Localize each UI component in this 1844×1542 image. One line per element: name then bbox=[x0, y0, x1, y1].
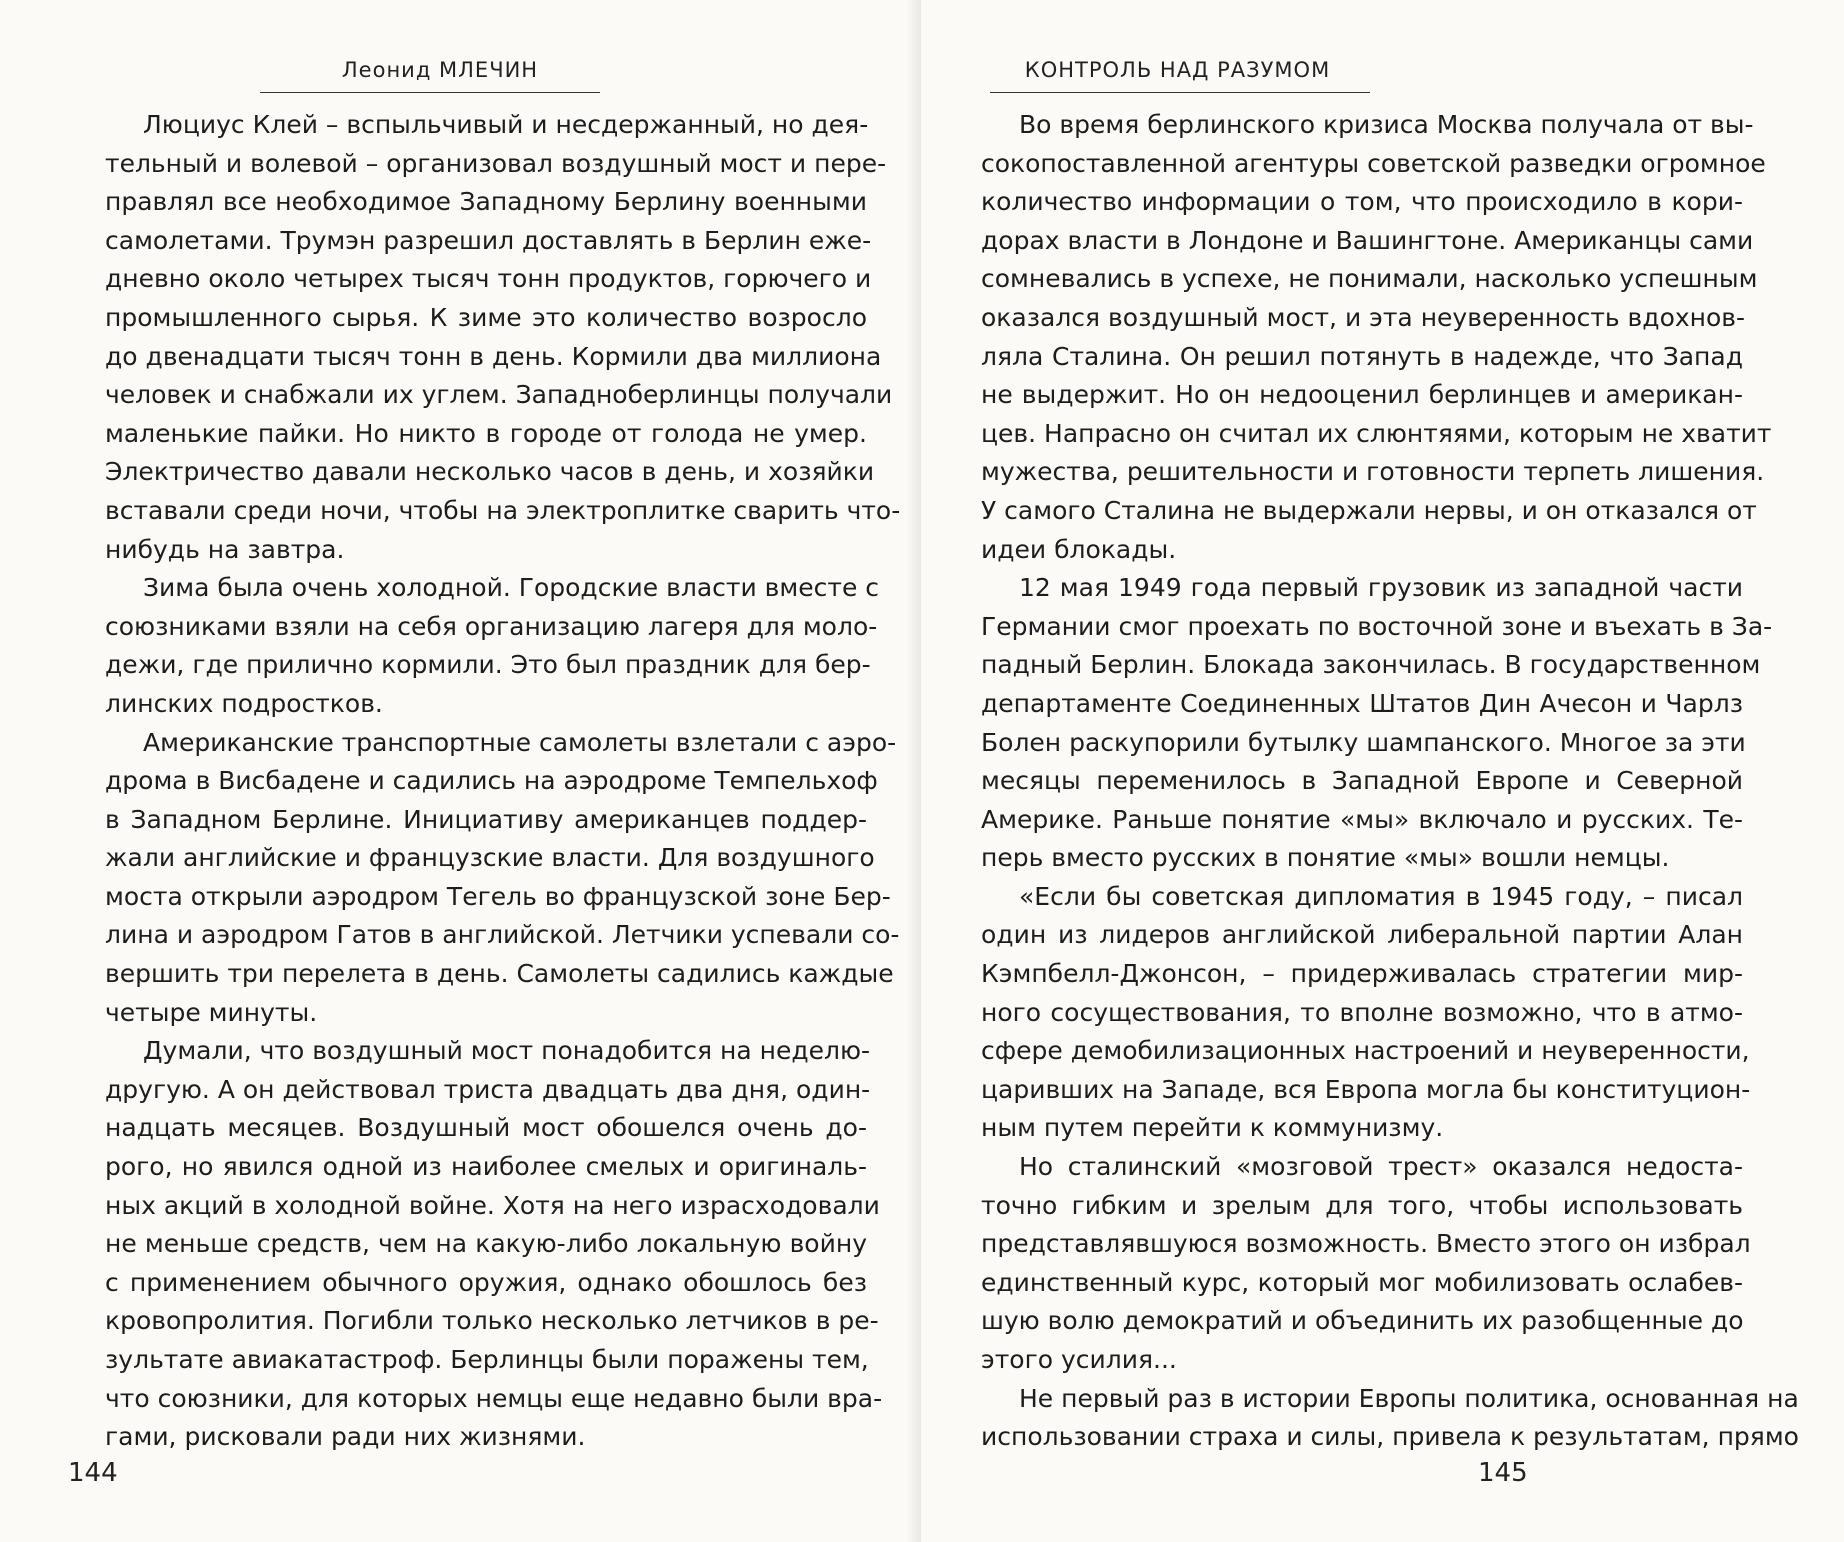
text-line: один из лидеров английской либеральной партии Алан bbox=[981, 920, 1743, 950]
text-line: Не первый раз в истории Европы политика, основанная на bbox=[1019, 1383, 1799, 1413]
text-line: сфере демобилизационных настроений и неуверенности, bbox=[981, 1036, 1750, 1066]
text-line: с применением обычного оружия, однако обошлось без bbox=[105, 1267, 867, 1297]
text-line: вставали среди ночи, чтобы на электроплитке сварить что- bbox=[105, 495, 901, 525]
paragraph bbox=[981, 1148, 1751, 1380]
text-line: количество информации о том, что происходило в кори- bbox=[981, 187, 1743, 217]
left-page bbox=[0, 0, 921, 1542]
paragraph bbox=[981, 106, 1772, 569]
text-line: ного сосуществования, то вполне возможно, что в атмо- bbox=[981, 997, 1743, 1027]
text-line: нибудь на завтра. bbox=[105, 534, 345, 564]
text-line: четыре минуты. bbox=[105, 997, 318, 1027]
text-line: Но сталинский «мозговой трест» оказался недоста- bbox=[1019, 1152, 1743, 1182]
text-line: единственный курс, который мог мобилизовать ослабев- bbox=[981, 1267, 1743, 1297]
paragraph bbox=[105, 1032, 883, 1457]
text-line: промышленного сырья. К зиме это количество возросло bbox=[105, 302, 867, 332]
text-line: не меньше средств, чем на какую-либо локальную войну bbox=[105, 1229, 867, 1259]
text-line: ных акций в холодной войне. Хотя на него израсходовали bbox=[105, 1190, 880, 1220]
paragraph bbox=[105, 569, 880, 723]
right-page-text bbox=[981, 106, 1799, 1457]
paragraph bbox=[981, 569, 1773, 878]
text-line: идеи блокады. bbox=[981, 534, 1177, 564]
text-line: Люциус Клей – вспыльчивый и несдержанный, но дея- bbox=[143, 110, 869, 139]
text-line: линских подростков. bbox=[105, 688, 383, 718]
text-line: Американские транспортные самолеты взлетали с аэро- bbox=[143, 727, 897, 757]
text-line: цев. Напрасно он считал их слюнтяями, которым не хватит bbox=[981, 418, 1772, 448]
text-line: Зима была очень холодной. Городские власти вместе с bbox=[143, 573, 880, 603]
text-line: месяцы переменилось в Западной Европе и Северной bbox=[981, 766, 1743, 796]
text-line: дневно около четырех тысяч тонн продуктов, горючего и bbox=[105, 264, 872, 294]
text-line: Болен раскупорили бутылку шампанского. Многое за эти bbox=[981, 727, 1746, 757]
text-line: не выдержит. Но он недооценил берлинцев и американ- bbox=[981, 380, 1743, 410]
running-head-author: Леонид МЛЕЧИН bbox=[341, 58, 539, 82]
text-line: ным путем перейти к коммунизму. bbox=[981, 1113, 1444, 1143]
text-line: использовании страха и силы, привела к результатам, прямо bbox=[981, 1422, 1799, 1452]
text-line: до двенадцати тысяч тонн в день. Кормили два миллиона bbox=[105, 341, 882, 371]
text-line: самолетами. Трумэн разрешил доставлять в Берлин еже- bbox=[105, 225, 872, 255]
text-line: правлял все необходимое Западному Берлину военными bbox=[105, 187, 867, 217]
running-head-rule bbox=[990, 92, 1370, 93]
running-head-rule bbox=[260, 92, 600, 93]
right-page bbox=[921, 0, 1844, 1542]
text-line: маленькие пайки. Но никто в городе от голода не умер. bbox=[105, 418, 867, 448]
text-line: что союзники, для которых немцы еще недавно были вра- bbox=[105, 1383, 883, 1413]
text-line: Думали, что воздушный мост понадобится на неделю- bbox=[143, 1036, 871, 1066]
text-line: Германии смог проехать по восточной зоне и въехать в За- bbox=[981, 611, 1773, 641]
text-line: союзниками взяли на себя организацию лагеря для моло- bbox=[105, 611, 878, 641]
text-line: шую волю демократий и объединить их разобщенные до bbox=[981, 1306, 1744, 1336]
paragraph bbox=[981, 1380, 1799, 1457]
paragraph bbox=[981, 878, 1751, 1148]
text-line: ляла Сталина. Он решил потянуть в надежде, что Запад bbox=[981, 341, 1743, 371]
text-line: мужества, решительности и готовности терпеть лишения. bbox=[981, 457, 1765, 487]
text-line: жали английские и французские власти. Для воздушного bbox=[105, 843, 875, 873]
text-line: в Западном Берлине. Инициативу американцев поддер- bbox=[105, 804, 867, 834]
text-line: департаменте Соединенных Штатов Дин Ачесон и Чарлз bbox=[981, 688, 1743, 718]
text-line: рого, но явился одной из наиболее смелых и оригиналь- bbox=[105, 1152, 867, 1182]
text-line: лина и аэродром Гатов в английской. Летчики успевали со- bbox=[105, 920, 900, 950]
text-line: сокопоставленной агентуры советской разведки огромное bbox=[981, 148, 1766, 178]
text-line: царивших на Западе, вся Европа могла бы конституцион- bbox=[981, 1074, 1751, 1104]
text-line: вершить три перелета в день. Самолеты садились каждые bbox=[105, 959, 894, 989]
text-line: Во время берлинского кризиса Москва получала от вы- bbox=[1019, 110, 1754, 139]
paragraph bbox=[105, 724, 900, 1033]
text-line: У самого Сталина не выдержали нервы, и он отказался от bbox=[981, 495, 1757, 525]
text-line: 12 мая 1949 года первый грузовик из западной части bbox=[1019, 573, 1743, 603]
left-page-text bbox=[105, 106, 901, 1457]
running-head-title: КОНТРОЛЬ НАД РАЗУМОМ bbox=[1024, 58, 1331, 82]
text-line: точно гибким и зрелым для того, чтобы использовать bbox=[981, 1190, 1743, 1220]
paragraph bbox=[105, 106, 901, 569]
text-line: человек и снабжали их углем. Западноберлинцы получали bbox=[105, 380, 893, 410]
text-line: дежи, где прилично кормили. Это был праздник для бер- bbox=[105, 650, 871, 680]
text-line: тельный и волевой – организовал воздушный мост и пере- bbox=[105, 148, 887, 178]
text-line: «Если бы советская дипломатия в 1945 году, – писал bbox=[1019, 881, 1743, 911]
text-line: дрома в Висбадене и садились на аэродроме Темпельхоф bbox=[105, 766, 878, 796]
text-line: падный Берлин. Блокада закончилась. В государственном bbox=[981, 650, 1761, 680]
text-line: надцать месяцев. Воздушный мост обошелся очень до- bbox=[105, 1113, 867, 1143]
text-line: оказался воздушный мост, и эта неуверенность вдохнов- bbox=[981, 302, 1746, 332]
text-line: кровопролития. Погибли только несколько летчиков в ре- bbox=[105, 1306, 879, 1336]
text-line: зультате авиакатастроф. Берлинцы были поражены тем, bbox=[105, 1345, 869, 1374]
text-line: Америке. Раньше понятие «мы» включало и русских. Те- bbox=[981, 804, 1743, 834]
text-line: дорах власти в Лондоне и Вашингтоне. Американцы сами bbox=[981, 225, 1754, 255]
text-line: представлявшуюся возможность. Вместо этого он избрал bbox=[981, 1229, 1751, 1259]
text-line: Электричество давали несколько часов в день, и хозяйки bbox=[105, 457, 875, 487]
text-line: этого усилия... bbox=[981, 1345, 1177, 1374]
text-line: сомневались в успехе, не понимали, насколько успешным bbox=[981, 264, 1758, 294]
page-number-left: 144 bbox=[68, 1458, 118, 1488]
page-number-right: 145 bbox=[1478, 1458, 1528, 1488]
text-line: другую. А он действовал триста двадцать два дня, один- bbox=[105, 1074, 871, 1104]
text-line: моста открыли аэродром Тегель во французской зоне Бер- bbox=[105, 881, 891, 911]
text-line: перь вместо русских в понятие «мы» вошли немцы. bbox=[981, 843, 1670, 873]
text-line: Кэмпбелл-Джонсон, – придерживалась стратегии мир- bbox=[981, 959, 1743, 989]
text-line: гами, рисковали ради них жизнями. bbox=[105, 1422, 586, 1452]
